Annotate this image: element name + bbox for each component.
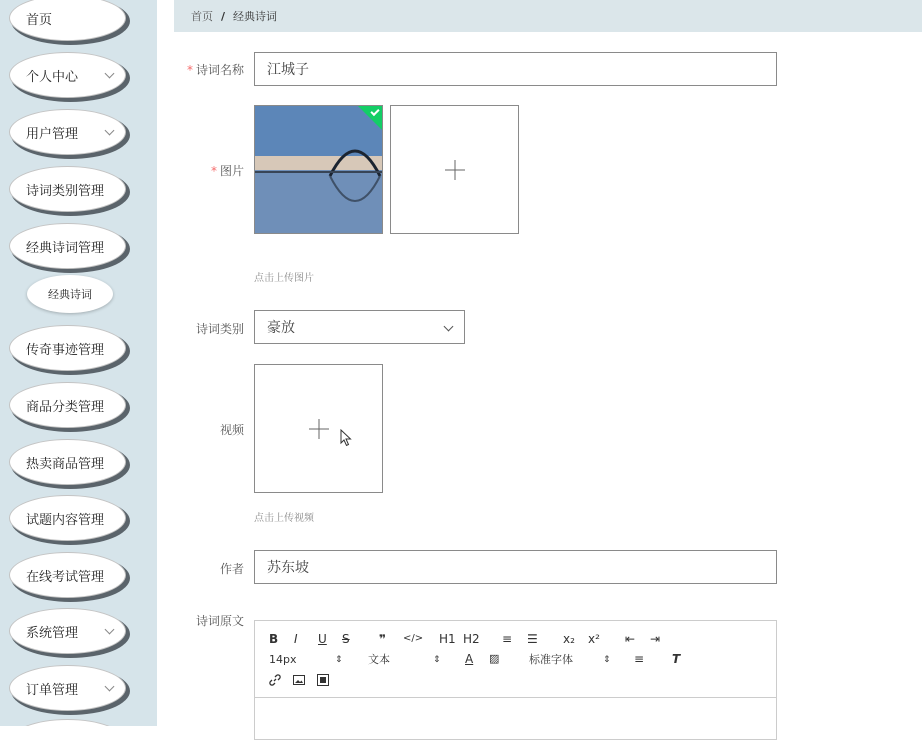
bold-button[interactable]: B: [269, 632, 279, 646]
updown-icon: ⇕: [335, 655, 343, 665]
breadcrumb: [174, 0, 922, 32]
breadcrumb-current: 经典诗词: [233, 10, 278, 23]
image-label-text: 图片: [219, 164, 244, 178]
sidebar-item-label: 系统管理: [26, 625, 79, 641]
sidebar-item-label: 诗词类别管理: [26, 183, 105, 199]
updown-icon: ⇕: [603, 655, 611, 665]
image-icon[interactable]: [293, 674, 305, 686]
sidebar-item-label: 试题内容管理: [26, 512, 105, 528]
font-color-icon[interactable]: A: [465, 652, 474, 666]
author-label: 作者: [219, 562, 244, 576]
mouse-cursor-icon: [340, 429, 353, 447]
align-icon[interactable]: ≡: [634, 652, 645, 666]
subscript-button[interactable]: x₂: [563, 632, 575, 646]
h2-button[interactable]: H2: [463, 632, 480, 646]
category-label: 诗词类别: [195, 322, 244, 336]
sidebar-item-legend-management[interactable]: [9, 325, 126, 371]
sidebar-item-label: 个人中心: [26, 69, 79, 85]
sidebar-item-label: 经典诗词管理: [26, 240, 105, 256]
chevron-down-icon: [105, 69, 115, 79]
sidebar-item-poem-category-management[interactable]: [9, 166, 126, 212]
sidebar-item-exam-content-management[interactable]: [9, 495, 126, 541]
ordered-list-button[interactable]: ≡: [502, 632, 513, 646]
chevron-down-icon: [444, 322, 454, 332]
h1-button[interactable]: H1: [439, 632, 456, 646]
video-upload-button[interactable]: [254, 364, 383, 493]
sidebar-item-home[interactable]: [9, 0, 126, 41]
required-mark: *: [186, 63, 193, 77]
author-value: 苏东坡: [267, 560, 309, 576]
sidebar-item-personal-center[interactable]: [9, 52, 126, 98]
indent-button[interactable]: ⇥: [650, 632, 661, 646]
video-upload-hint: 点击上传视频: [254, 513, 314, 524]
code-block-button[interactable]: </>: [403, 633, 424, 644]
clear-format-icon[interactable]: T: [672, 652, 681, 666]
sidebar-item-hot-product-management[interactable]: [9, 439, 126, 485]
sidebar-item-classic-poem-management[interactable]: [9, 223, 126, 269]
sidebar: [0, 0, 157, 726]
chevron-down-icon: [105, 682, 115, 692]
chevron-down-icon: [105, 126, 115, 136]
blockquote-button[interactable]: ❞: [379, 632, 387, 646]
video-label: 视频: [219, 423, 244, 437]
sidebar-item-product-category-management[interactable]: [9, 382, 126, 428]
outdent-button[interactable]: ⇤: [625, 632, 636, 646]
uploaded-image-thumbnail[interactable]: [254, 105, 383, 234]
font-family-select[interactable]: 标准字体: [529, 653, 573, 666]
header-select[interactable]: 文本: [368, 653, 390, 666]
author-input[interactable]: [254, 550, 777, 584]
background-color-icon[interactable]: ▨: [489, 652, 500, 665]
name-label-text: 诗词名称: [195, 63, 244, 77]
sidebar-item-order-management[interactable]: [9, 665, 126, 711]
name-label: [174, 61, 244, 78]
plus-icon-vertical: [454, 160, 455, 180]
image-upload-button[interactable]: [390, 105, 519, 234]
updown-icon: ⇕: [433, 655, 441, 665]
sidebar-item-label: 在线考试管理: [26, 569, 105, 585]
strike-button[interactable]: S: [342, 632, 350, 646]
category-select[interactable]: [254, 310, 465, 344]
sidebar-subitem-label: 经典诗词: [48, 288, 92, 301]
sidebar-subitem-classic-poems[interactable]: [27, 275, 113, 313]
breadcrumb-home[interactable]: 首页: [191, 10, 213, 23]
sidebar-item-online-exam-management[interactable]: [9, 552, 126, 598]
italic-button[interactable]: I: [294, 632, 298, 646]
link-icon[interactable]: [269, 674, 281, 686]
sidebar-item-label: 热卖商品管理: [26, 456, 105, 472]
chevron-down-icon: [105, 625, 115, 635]
poem-name-input[interactable]: [254, 52, 777, 86]
poem-name-value: 江城子: [267, 62, 309, 78]
bullet-list-button[interactable]: ☰: [527, 632, 538, 646]
required-mark: *: [210, 164, 217, 178]
sidebar-item-more[interactable]: [9, 719, 126, 726]
sidebar-item-label: 商品分类管理: [26, 399, 105, 415]
sidebar-item-user-management[interactable]: [9, 109, 126, 155]
sidebar-item-label: 首页: [26, 12, 53, 28]
category-selected-value: 豪放: [267, 320, 295, 336]
sidebar-item-label: 订单管理: [26, 682, 79, 698]
sidebar-item-label: 传奇事迹管理: [26, 342, 105, 358]
underline-button[interactable]: U: [318, 632, 327, 646]
image-label: [174, 162, 244, 179]
rich-text-editor[interactable]: [254, 620, 777, 740]
sidebar-item-label: 用户管理: [26, 126, 79, 142]
breadcrumb-separator: /: [221, 9, 226, 23]
editor-divider: [255, 697, 776, 698]
sidebar-item-system-management[interactable]: [9, 608, 126, 654]
font-size-select[interactable]: 14px: [269, 653, 297, 666]
image-upload-hint: 点击上传图片: [254, 273, 314, 284]
video-icon[interactable]: [317, 674, 329, 686]
superscript-button[interactable]: x²: [588, 632, 600, 646]
plus-icon-vertical: [318, 419, 319, 439]
original-text-label: 诗词原文: [195, 614, 244, 628]
